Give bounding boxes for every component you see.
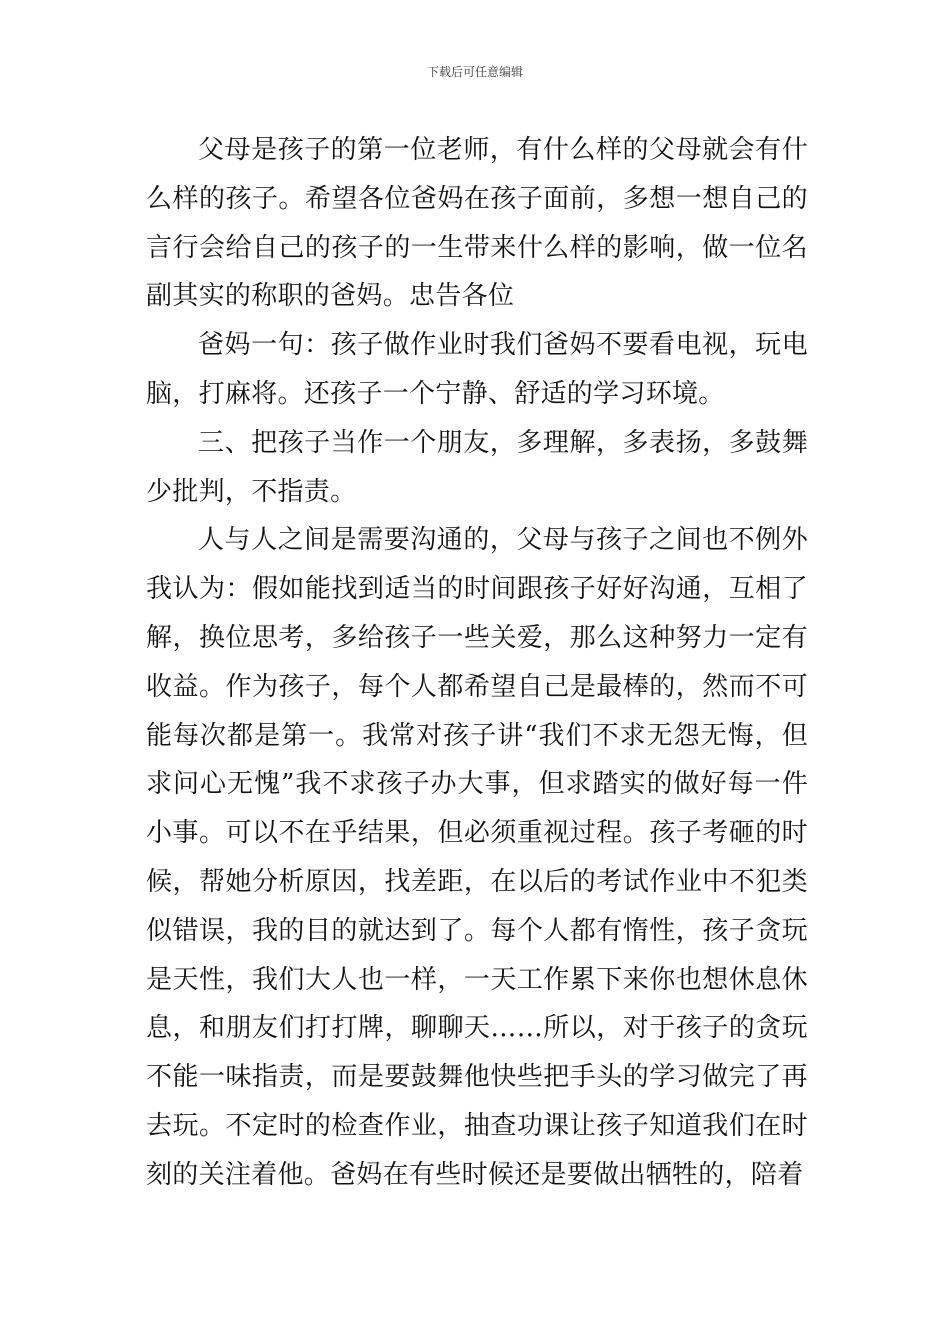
document-body bbox=[146, 126, 808, 1200]
paragraph-4: 人与人之间是需要沟通的，父母与孩子之间也不例外我认为：假如能找到适当的时间跟孩子好好沟通，互相了解，换位思考，多给孩子一些关爱，那么这种努力一定有收益。作为孩子，每个人都希望自己是最棒的，然而不可能每次都是第一。我常对孩子讲“我们不求无怨无悔，但求问心无愧”我不求孩子办大事，但求踏实的做好每一件小事。可以不在乎结果，但必须重视过程。孩子考砸的时候，帮她分析原因，找差距，在以后的考试作业中不犯类似错误，我的目的就达到了。每个人都有惰性，孩子贪玩是天性，我们大人也一样，一天工作累下来你也想休息休息，和朋友们打打牌，聊聊天……所以，对于孩子的贪玩不能一味指责，而是要鼓舞他快些把手头的学习做完了再去玩。不定时的检查作业，抽查功课让孩子知道我们在时刻的关注着他。爸妈在有些时候还是要做出牺牲的，陪着 bbox=[146, 525, 808, 1190]
page-header: 下载后可任意编辑 bbox=[426, 65, 523, 79]
paragraph-1: 父母是孩子的第一位老师，有什么样的父母就会有什么样的孩子。希望各位爸妈在孩子面前，多想一想自己的言行会给自己的孩子的一生带来什么样的影响，做一位名副其实的称职的爸妈。忠告各位 bbox=[146, 135, 808, 312]
paragraph-3: 三、把孩子当作一个朋友，多理解，多表扬，多鼓舞少批判，不指责。 bbox=[146, 427, 808, 507]
paragraph-2: 爸妈一句：孩子做作业时我们爸妈不要看电视，玩电脑，打麻将。还孩子一个宁静、舒适的学习环境。 bbox=[146, 330, 808, 409]
